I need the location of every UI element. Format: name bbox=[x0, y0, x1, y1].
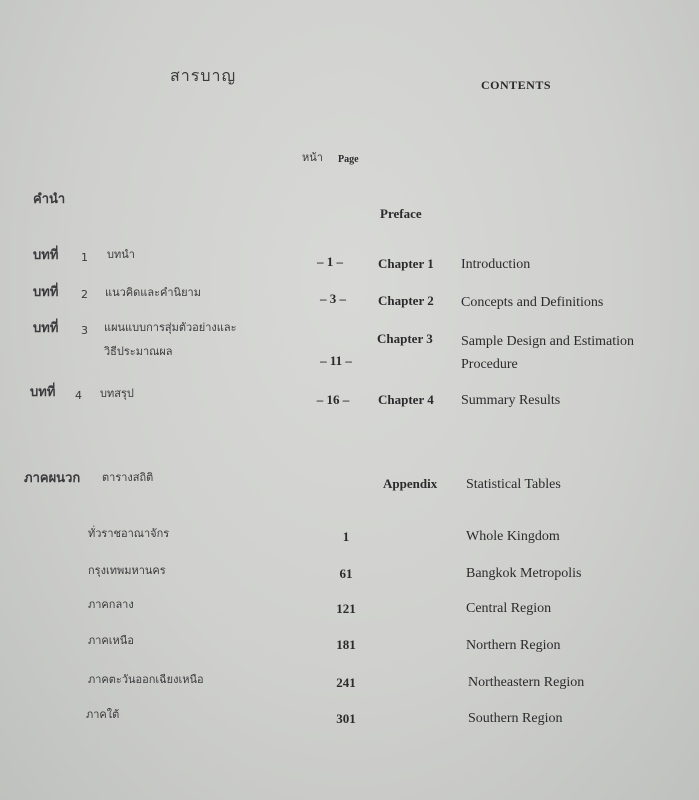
chapter-1-eng-title: Introduction bbox=[461, 257, 531, 272]
chapter-4-eng-title: Summary Results bbox=[461, 393, 561, 408]
chapter-2-number: 2 bbox=[81, 288, 88, 301]
appendix-row-4-page: 181 bbox=[336, 637, 356, 652]
appendix-row-4-thai: ภาคเหนือ bbox=[88, 634, 134, 647]
chapter-1-page: – 1 – bbox=[317, 254, 343, 269]
chapter-3-thai-title-line2: วิธีประมาณผล bbox=[104, 345, 173, 358]
thai-contents-title: สารบาญ bbox=[170, 66, 237, 85]
appendix-row-6-thai: ภาคใต้ bbox=[86, 708, 120, 721]
appendix-row-5-eng: Northeastern Region bbox=[468, 675, 585, 690]
appendix-thai-title: ตารางสถิติ bbox=[102, 471, 154, 484]
chapter-2-page: – 3 – bbox=[320, 291, 346, 306]
chapter-4-page: – 16 – bbox=[316, 392, 350, 407]
chapter-1-number: 1 bbox=[81, 251, 88, 264]
appendix-row-6-eng: Southern Region bbox=[468, 711, 563, 726]
chapter-2-eng-label: Chapter 2 bbox=[378, 293, 434, 308]
chapter-3-thai-title: แผนแบบการสุ่มตัวอย่างและ bbox=[104, 321, 237, 334]
appendix-row-2-page: 61 bbox=[339, 566, 353, 581]
appendix-row-2-thai: กรุงเทพมหานคร bbox=[88, 564, 166, 577]
appendix-row-3-thai: ภาคกลาง bbox=[88, 598, 134, 611]
chapter-1-thai-label: บทที่ bbox=[33, 248, 59, 263]
appendix-row-1-page: 1 bbox=[342, 529, 350, 544]
appendix-eng-title: Statistical Tables bbox=[466, 477, 561, 492]
english-contents-title: CONTENTS bbox=[481, 78, 552, 92]
appendix-row-1-eng: Whole Kingdom bbox=[466, 529, 560, 544]
appendix-row-2-eng: Bangkok Metropolis bbox=[466, 566, 582, 581]
page-column-thai-label: หน้า bbox=[302, 151, 323, 164]
chapter-2-thai-label: บทที่ bbox=[33, 285, 59, 300]
appendix-thai-label: ภาคผนวก bbox=[24, 471, 81, 486]
appendix-eng-label: Appendix bbox=[383, 476, 438, 491]
chapter-3-eng-label: Chapter 3 bbox=[377, 331, 433, 346]
chapter-2-eng-title: Concepts and Definitions bbox=[461, 295, 604, 310]
chapter-1-eng-label: Chapter 1 bbox=[378, 256, 434, 271]
appendix-row-6-page: 301 bbox=[336, 711, 356, 726]
preface-thai: คำนำ bbox=[33, 192, 66, 207]
chapter-4-eng-label: Chapter 4 bbox=[378, 392, 434, 407]
preface-eng: Preface bbox=[380, 206, 422, 221]
appendix-row-5-page: 241 bbox=[336, 675, 356, 690]
page-column-eng-label: Page bbox=[338, 154, 359, 165]
chapter-4-thai-title: บทสรุป bbox=[100, 387, 134, 400]
chapter-4-number: 4 bbox=[75, 389, 82, 402]
appendix-row-3-eng: Central Region bbox=[466, 601, 552, 616]
chapter-4-thai-label: บทที่ bbox=[30, 385, 56, 400]
appendix-row-4-eng: Northern Region bbox=[466, 638, 561, 653]
chapter-3-eng-title-line2: Procedure bbox=[461, 357, 518, 372]
chapter-2-thai-title: แนวคิดและคำนิยาม bbox=[105, 286, 201, 299]
chapter-3-thai-label: บทที่ bbox=[33, 321, 59, 336]
appendix-row-1-thai: ทั่วราชอาณาจักร bbox=[88, 527, 170, 540]
chapter-3-eng-title: Sample Design and Estimation bbox=[461, 334, 635, 349]
chapter-3-page: – 11 – bbox=[320, 353, 352, 368]
chapter-1-thai-title: บทนำ bbox=[107, 248, 135, 261]
appendix-row-3-page: 121 bbox=[336, 601, 356, 616]
appendix-row-5-thai: ภาคตะวันออกเฉียงเหนือ bbox=[88, 673, 204, 686]
chapter-3-number: 3 bbox=[81, 324, 88, 337]
